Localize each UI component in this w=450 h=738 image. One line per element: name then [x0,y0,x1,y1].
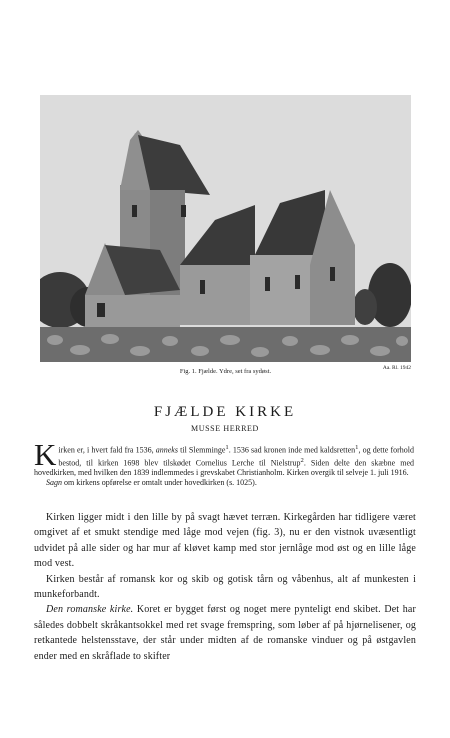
footnote-ref-2: 1 [355,444,359,451]
body-text [34,510,416,664]
intro-text-d: , og dette forhold bestod, til kirken 1698 blev tilskødet Cornelius Lerche til Nielstrup [58,445,414,468]
page-subtitle: MUSSE HERRED [191,424,259,433]
legend-label: Sagn [46,478,62,488]
caption-text: Fig. 1. Fjælde. Ydre, set fra sydøst. [179,368,272,375]
body-paragraph-3-text: Koret er bygget først og noget mere pynteligt end skibet. Det har således dobbelt skråkantsokkel med ret svage fremspring, som løber af på hjørnelisener, og retkantede helstensstave, der står under midten af de romanske vinduer og på østgavlen ender med en skråflade to skifter [34,604,416,662]
church-illustration [40,95,411,362]
body-paragraph-3 [34,602,416,664]
footnote-ref-1: 1 [225,444,229,451]
intro-paragraph [34,437,415,488]
section-label: Den romanske kirke. [46,604,134,616]
intro-text-e: . Siden delte den skæbne med hovedkirken, med hvilken den 1839 indlemmedes i grevskabet Christianholm. Kirken overgik til selveje 1. juli 1916. [34,458,415,478]
photo-credit: Aa. Rl. 1942 [382,365,411,371]
church-photograph [40,95,411,362]
body-paragraph-1: Kirken ligger midt i den lille by på svagt hævet terræn. Kirkegården har tidligere været omgivet af et smukt stendige med låge mod vejen (fig. 3), nu er den vistnok uvæsentligt udvidet på alle sider og har mur af kløvet kamp med stor jernlåge mod øst og en lille låge mod vest. [34,512,416,570]
drop-cap: K [34,437,57,472]
body-paragraph-2: Kirken består af romansk kor og skib og gotisk tårn og våbenhus, alt af munkesten i munkeforbandt. [34,573,416,601]
intro-text-b: til Slemminge [177,445,226,455]
footnote-ref-3: 2 [300,456,304,464]
intro-text-a: irken er, i hvert fald fra 1536, [58,445,156,455]
intro-text-c: . 1536 sad kronen inde med kaldsretten [228,445,356,455]
legend-text: om kirkens opførelse er omtalt under hovedkirken (s. 1025). [62,478,257,488]
legend-paragraph [34,478,414,488]
intro-annex: anneks [155,445,178,455]
page-title: FJÆLDE KIRKE [153,404,297,420]
figure-caption [40,365,411,375]
